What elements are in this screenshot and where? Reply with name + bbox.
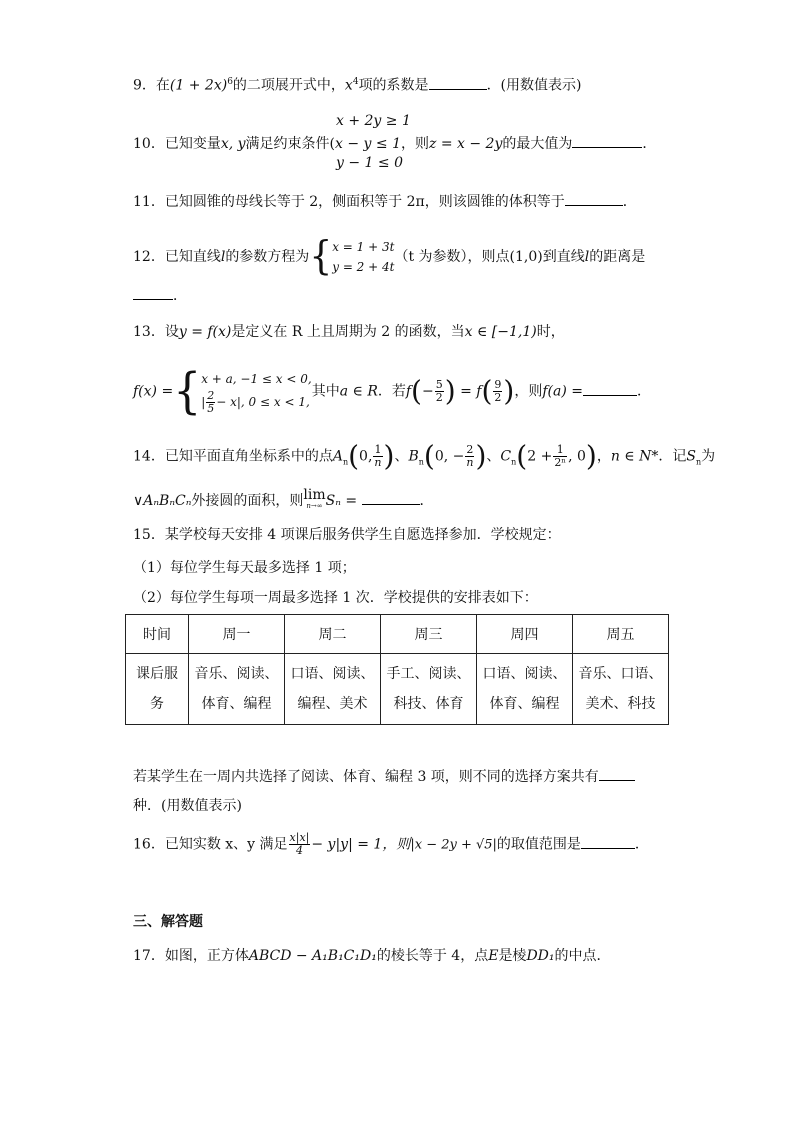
q13-a-real: a ∈ R xyxy=(339,383,378,400)
q12-point: (1,0) xyxy=(509,249,543,265)
q10-constraint-3: y − 1 ≤ 0 xyxy=(336,155,403,171)
q13-function: y = f(x) xyxy=(178,324,232,340)
q10-number: 10．已知变量 xyxy=(133,136,221,152)
table-cell-thu xyxy=(477,654,573,725)
q14-sub-b: n xyxy=(418,457,424,467)
q14-n-set: n ∈ N* xyxy=(610,448,659,465)
q13-text: 是定义在 R 上且周期为 2 的函数，当 xyxy=(231,324,465,340)
table-header: 周五 xyxy=(573,615,669,654)
q13-frac2-num: 9 xyxy=(494,378,502,391)
section-title: 三、解答题 xyxy=(133,914,203,930)
q13-f-right: f xyxy=(476,383,482,400)
q16-end: ． xyxy=(634,836,649,853)
q13-case-2-domain: , 0 ≤ x < 1, xyxy=(240,395,310,409)
q12-eq-x: x = 1 + 3t xyxy=(332,240,395,254)
q14-text4: 外接圆的面积，则 xyxy=(191,493,304,509)
q16-text3: 的取值范围是 xyxy=(496,836,581,853)
q14-sub-c: n xyxy=(511,457,517,467)
q14-lim-sub: n→∞ xyxy=(306,502,323,510)
q14-end: ． xyxy=(419,493,434,509)
question-15-ask xyxy=(133,766,635,787)
q14-point-b: B xyxy=(408,448,419,465)
q10-text3: 的最大值为 xyxy=(502,136,573,152)
cell-line: 体育、编程 xyxy=(489,696,560,712)
q14-c-num: 1 xyxy=(553,444,567,457)
question-15-unit: 种．(用数值表示) xyxy=(133,798,242,814)
answer-blank[interactable] xyxy=(583,381,637,396)
q10-end: ． xyxy=(642,136,657,152)
q13-fx: f(x) = xyxy=(133,383,174,400)
table-header: 时间 xyxy=(126,615,189,654)
q13-frac1-num: 5 xyxy=(435,378,443,391)
q17-cube: ABCD − A₁B₁C₁D₁ xyxy=(248,948,377,964)
table-header: 周二 xyxy=(285,615,381,654)
cell-line: 科技、体育 xyxy=(393,696,464,712)
q14-text: 14．已知平面直角坐标系中的点 xyxy=(133,448,333,465)
question-15-rule-1: （1）每位学生每天最多选择 1 项； xyxy=(133,560,356,576)
q16-frac-den: 4 xyxy=(295,844,303,857)
table-row xyxy=(126,654,669,725)
question-12 xyxy=(133,233,646,279)
q14-text3: 为 xyxy=(701,448,716,465)
answer-blank[interactable] xyxy=(599,766,635,781)
q14-point-a: A xyxy=(332,448,343,465)
q12-number: 12．已知直线 xyxy=(133,249,221,265)
q13-frac2-den: 2 xyxy=(494,391,502,404)
q13-fa: f(a) = xyxy=(542,383,583,400)
question-9 xyxy=(133,72,582,96)
q16-frac-num: x|x| xyxy=(289,831,310,844)
q14-text2: ．记 xyxy=(658,448,687,465)
q17-edge: DD₁ xyxy=(526,948,555,964)
question-17 xyxy=(133,946,611,966)
q13-case-2-num: 2 xyxy=(207,389,215,402)
table-cell-tue xyxy=(285,654,381,725)
cell-line: 编程、美术 xyxy=(297,696,368,712)
row-label-line-1: 课后服 xyxy=(136,666,178,682)
q9-binomial: (1 + 2x) xyxy=(169,77,228,94)
q13-domain: x ∈ [−1,1) xyxy=(464,324,537,340)
q14-triangle: ∨AₙBₙCₙ xyxy=(133,493,192,509)
question-13 xyxy=(133,322,565,342)
q9-exponent: 6 xyxy=(227,77,233,87)
q14-lim: lim xyxy=(303,487,326,503)
answer-blank[interactable] xyxy=(362,490,420,505)
q14-c-y: , 0 xyxy=(568,448,586,465)
q12-eq-y: y = 2 + 4t xyxy=(332,260,395,274)
schedule-table xyxy=(125,614,669,725)
q17-text3: 是棱 xyxy=(498,948,527,964)
q14-point-c: C xyxy=(500,448,512,465)
q14-a-den: n xyxy=(374,456,382,469)
answer-blank[interactable] xyxy=(572,133,642,148)
q13-text3: 其中 xyxy=(311,383,340,400)
table-header: 周一 xyxy=(189,615,285,654)
q11-text: 11．已知圆锥的母线长等于 2，侧面积等于 2π，则该圆锥的体积等于 xyxy=(133,194,565,210)
table-header: 周四 xyxy=(477,615,573,654)
q14-b-x: 0, − xyxy=(434,448,465,465)
table-cell-mon xyxy=(189,654,285,725)
q14-sub-s: n xyxy=(695,457,702,467)
q14-b-num: 2 xyxy=(466,443,474,456)
question-10: 10．已知变量x, y满足约束条件(x − y ≤ 1，则z = x − 2y的最大值为 ． xyxy=(133,133,656,154)
q14-sub-a: n xyxy=(342,457,349,467)
q10-text2: ，则 xyxy=(401,136,429,152)
q17-text4: 的中点． xyxy=(554,948,611,964)
cell-line: 音乐、阅读、 xyxy=(194,666,279,682)
q13-case-1: x + a, −1 ≤ x < 0, xyxy=(201,372,312,386)
cell-line: 美术、科技 xyxy=(585,696,656,712)
q14-b-den: n xyxy=(466,456,474,469)
answer-blank[interactable] xyxy=(133,285,173,300)
q14-comma: ， xyxy=(596,448,611,465)
q12-text3: 到直线 xyxy=(542,249,585,265)
q13-end: ． xyxy=(637,383,651,400)
table-header: 周三 xyxy=(381,615,477,654)
question-15: 15．某学校每天安排 4 项课后服务供学生自愿选择参加．学校规定： xyxy=(133,527,561,543)
answer-blank[interactable] xyxy=(565,191,623,206)
q12-text: 的参数方程为 xyxy=(225,249,310,265)
q10-vars: x, y xyxy=(220,136,246,152)
q14-a-x: 0, xyxy=(359,448,373,465)
q17-point-e: E xyxy=(488,948,499,964)
left-brace: { xyxy=(309,233,333,279)
question-12-answer xyxy=(133,285,187,306)
q14-sn: Sₙ = xyxy=(325,493,358,509)
q16-text: 16．已知实数 x、y 满足 xyxy=(133,836,288,853)
question-15-rule-2: （2）每位学生每项一周最多选择 1 次．学校提供的安排表如下： xyxy=(133,590,538,606)
cell-line: 体育、编程 xyxy=(201,696,272,712)
q12-text2: （t 为参数），则点 xyxy=(394,249,510,265)
q9-term: x xyxy=(344,77,353,94)
question-11 xyxy=(133,191,637,212)
q9-text3: ．(用数值表示) xyxy=(486,77,582,94)
q13-case-2-x: − x xyxy=(216,395,237,409)
q12-text4: 的距离是 xyxy=(589,249,646,265)
table-cell-wed xyxy=(381,654,477,725)
q14-a-num: 1 xyxy=(374,443,382,456)
q14-s: S xyxy=(686,448,696,465)
q14-c-x: 2 + xyxy=(527,448,553,465)
cell-line: 口语、阅读、 xyxy=(290,666,375,682)
q13-f-left: f xyxy=(405,383,412,400)
q9-number: 9．在 xyxy=(133,77,170,94)
q13-equals: = xyxy=(460,383,472,400)
q16-abs-expr: |x − 2y + √5| xyxy=(410,837,497,853)
question-13-body: f(x) ={ x + a, −1 ≤ x < 0, | $\frac{2}{5}$ − x|, 0 ≤ x < 1, 其中a ∈ R．若f(− $\frac{5}{2}$ ) = f( $\frac{9}{2}$ )，则f(a) = ． xyxy=(133,362,651,419)
q9-text: 的二项展开式中， xyxy=(232,77,345,94)
q9-term-exp: 4 xyxy=(352,77,359,87)
q12-end: ． xyxy=(173,288,187,304)
q13-text2: 时， xyxy=(536,324,565,340)
q12-line: l xyxy=(220,249,226,265)
q12-line-2: l xyxy=(584,249,590,265)
cell-line: 口语、阅读、 xyxy=(482,666,567,682)
left-brace: { xyxy=(173,362,202,419)
answer-blank[interactable] xyxy=(429,75,487,90)
q17-text2: 的棱长等于 4，点 xyxy=(376,948,489,964)
q9-text2: 项的系数是 xyxy=(358,77,429,94)
table-header-row xyxy=(126,615,669,654)
q10-text: 满足约束条件 xyxy=(245,136,330,152)
q14-c-den: 2ⁿ xyxy=(554,456,567,469)
question-14-line2 xyxy=(133,487,434,512)
row-label-line-2: 务 xyxy=(150,696,164,712)
q13-case-2-den: 5 xyxy=(207,402,215,415)
cell-line: 音乐、口语、 xyxy=(578,666,663,682)
q17-text: 17．如图，正方体 xyxy=(133,948,249,964)
question-14: 14．已知平面直角坐标系中的点$A_n(0$, $\frac{1}{n}$ )、$B_n(0$, − $\frac{2}{n}$ )、$C_n(2$ + $\frac{1}{\text{2ⁿ}}$ , 0)，n ∈ N*．记$S_n$为 xyxy=(133,439,716,473)
question-16 xyxy=(133,832,649,857)
q11-end: ． xyxy=(622,194,637,210)
cell-line: 手工、阅读、 xyxy=(386,666,471,682)
q13-number: 13．设 xyxy=(133,324,179,340)
table-cell-fri xyxy=(573,654,669,725)
q10-objective: z = x − 2y xyxy=(429,136,503,152)
q13-text5: ，则 xyxy=(514,383,543,400)
answer-blank[interactable] xyxy=(581,834,635,849)
table-row-label xyxy=(126,654,189,725)
q13-text4: ．若 xyxy=(377,383,406,400)
q16-text2: − y|y| = 1，则 xyxy=(311,836,411,853)
q15-text: 若某学生在一周内共选择了阅读、体育、编程 3 项，则不同的选择方案共有 xyxy=(133,769,599,785)
q10-constraint-1: x + 2y ≥ 1 xyxy=(336,113,411,129)
q13-frac1-den: 2 xyxy=(435,391,443,404)
q10-constraint-2: x − y ≤ 1 xyxy=(335,136,401,152)
